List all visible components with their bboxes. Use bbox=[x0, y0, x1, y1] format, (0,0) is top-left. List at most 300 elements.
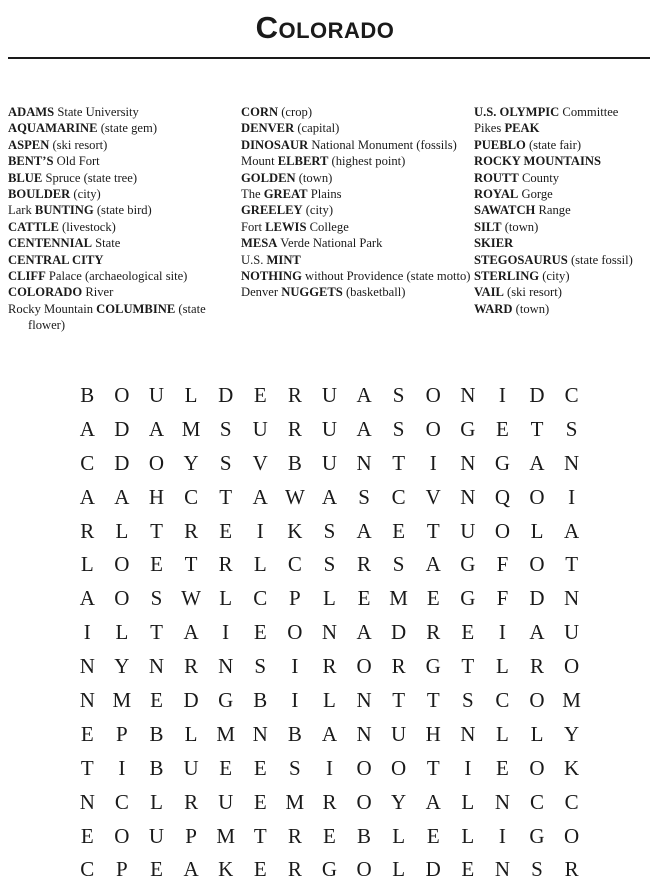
grid-cell[interactable]: R bbox=[287, 823, 302, 848]
grid-cell[interactable]: L bbox=[115, 518, 129, 543]
grid-cell[interactable]: O bbox=[356, 857, 372, 882]
grid-cell[interactable]: V bbox=[252, 450, 268, 475]
grid-cell[interactable]: M bbox=[562, 688, 581, 713]
grid-cell[interactable]: R bbox=[426, 620, 441, 645]
grid-cell[interactable]: Y bbox=[391, 789, 407, 814]
grid-cell[interactable]: T bbox=[150, 620, 163, 645]
word-clue-text: County bbox=[518, 170, 560, 185]
grid-cell[interactable]: S bbox=[392, 416, 405, 441]
word-list-item bbox=[474, 153, 650, 169]
grid-cell[interactable]: O bbox=[114, 383, 130, 407]
grid-cell[interactable]: W bbox=[284, 484, 305, 509]
grid-cell[interactable]: T bbox=[253, 823, 267, 848]
grid-cell[interactable]: E bbox=[80, 823, 94, 848]
grid-cell[interactable]: A bbox=[425, 789, 441, 814]
grid-cell[interactable]: L bbox=[392, 823, 406, 848]
grid-cell[interactable]: G bbox=[460, 416, 476, 441]
grid-cell[interactable]: M bbox=[389, 586, 408, 611]
grid-cell[interactable]: I bbox=[568, 484, 576, 509]
word-list-column-3 bbox=[474, 104, 650, 334]
grid-cell[interactable]: R bbox=[357, 552, 372, 577]
grid-cell[interactable]: E bbox=[150, 688, 163, 713]
grid-cell[interactable]: R bbox=[564, 857, 579, 882]
grid-cell[interactable]: B bbox=[253, 688, 268, 713]
grid-cell[interactable]: P bbox=[116, 721, 128, 746]
search-word: COLUMBINE bbox=[96, 301, 176, 316]
word-list-item bbox=[474, 186, 650, 202]
word-list-item bbox=[474, 268, 650, 284]
grid-cell[interactable]: C bbox=[530, 789, 545, 814]
grid-cell[interactable]: C bbox=[564, 789, 579, 814]
grid-cell[interactable]: O bbox=[356, 654, 372, 679]
search-word: DENVER bbox=[241, 121, 295, 136]
grid-cell[interactable]: N bbox=[148, 654, 165, 679]
grid-cell[interactable]: Y bbox=[114, 654, 130, 679]
grid-cell[interactable]: A bbox=[425, 552, 441, 577]
word-clue-text: Mount bbox=[241, 154, 278, 169]
word-list-item bbox=[241, 268, 474, 284]
grid-cell[interactable]: E bbox=[426, 823, 440, 848]
search-word: MESA bbox=[241, 236, 278, 251]
grid-cell[interactable]: E bbox=[461, 620, 475, 645]
grid-cell[interactable]: C bbox=[80, 857, 95, 882]
grid-cell[interactable]: L bbox=[115, 620, 129, 645]
grid-cell[interactable]: L bbox=[392, 857, 406, 882]
grid-cell[interactable]: I bbox=[222, 620, 230, 645]
grid-cell[interactable]: T bbox=[426, 755, 440, 780]
grid-cell[interactable]: D bbox=[183, 688, 199, 713]
grid-cell[interactable]: A bbox=[252, 484, 268, 509]
search-word: GREELEY bbox=[241, 203, 303, 218]
grid-cell[interactable]: M bbox=[216, 721, 236, 746]
word-clue-text: Lark bbox=[8, 203, 35, 218]
grid-cell[interactable]: E bbox=[253, 755, 267, 780]
grid-cell[interactable]: N bbox=[79, 688, 95, 713]
grid-cell[interactable]: F bbox=[496, 586, 509, 611]
grid-cell[interactable]: A bbox=[564, 518, 580, 543]
grid-cell[interactable]: C bbox=[391, 484, 406, 509]
word-list-item bbox=[8, 202, 241, 218]
search-word: BUNTING bbox=[34, 203, 94, 218]
grid-cell[interactable]: H bbox=[425, 721, 441, 746]
grid-cell[interactable]: E bbox=[253, 789, 267, 814]
search-word: PUEBLO bbox=[474, 137, 526, 152]
grid-cell[interactable]: D bbox=[425, 857, 441, 882]
grid-cell[interactable]: O bbox=[114, 586, 130, 611]
search-word: CENTENNIAL bbox=[8, 236, 92, 251]
grid-cell[interactable]: D bbox=[114, 416, 130, 441]
grid-cell[interactable]: L bbox=[80, 552, 94, 577]
grid-cell[interactable]: R bbox=[322, 654, 337, 679]
word-clue-text: Fort bbox=[241, 219, 266, 234]
grid-cell[interactable]: B bbox=[149, 721, 164, 746]
grid-cell[interactable]: I bbox=[256, 518, 264, 543]
grid-cell[interactable]: A bbox=[79, 416, 95, 441]
grid-cell[interactable]: O bbox=[425, 383, 441, 407]
grid-cell[interactable]: E bbox=[496, 755, 509, 780]
word-list-item bbox=[241, 202, 474, 218]
word-list-item bbox=[241, 219, 474, 235]
grid-cell[interactable]: S bbox=[392, 552, 405, 577]
word-clue-text: College bbox=[306, 219, 349, 234]
search-word: LEWIS bbox=[265, 219, 307, 234]
grid-cell[interactable]: Q bbox=[494, 484, 510, 509]
grid-cell[interactable]: S bbox=[219, 416, 232, 441]
grid-cell[interactable]: D bbox=[114, 450, 130, 475]
grid-cell[interactable]: O bbox=[114, 552, 130, 577]
grid-cell[interactable]: O bbox=[148, 450, 165, 475]
grid-cell[interactable]: K bbox=[564, 755, 580, 780]
word-clue-text: (town) bbox=[501, 219, 539, 234]
word-clue-text: State University bbox=[54, 105, 139, 119]
grid-cell[interactable]: S bbox=[289, 755, 301, 780]
grid-cell[interactable]: A bbox=[529, 620, 545, 645]
grid-cell[interactable]: C bbox=[495, 688, 510, 713]
grid-cell[interactable]: O bbox=[356, 755, 372, 780]
grid-cell[interactable]: R bbox=[184, 654, 199, 679]
grid-cell[interactable]: N bbox=[321, 620, 338, 645]
grid-cell[interactable]: H bbox=[148, 484, 165, 509]
grid-cell[interactable]: I bbox=[83, 620, 91, 645]
grid-cell[interactable]: T bbox=[392, 688, 406, 713]
word-list-item bbox=[8, 120, 241, 136]
word-clue-text: Spruce (state tree) bbox=[42, 170, 138, 185]
word-clue-text: (crop) bbox=[278, 105, 313, 119]
grid-cell[interactable]: R bbox=[287, 383, 302, 407]
grid-cell[interactable]: V bbox=[425, 484, 441, 509]
grid-cell[interactable]: G bbox=[218, 688, 234, 713]
word-clue-text: (state flower) bbox=[28, 301, 206, 333]
grid-cell[interactable]: S bbox=[531, 857, 543, 882]
grid-cell[interactable]: O bbox=[564, 654, 580, 679]
grid-cell[interactable]: U bbox=[183, 755, 199, 780]
word-clue-text: Pikes bbox=[474, 121, 505, 136]
word-clue-text: Range bbox=[535, 203, 571, 218]
grid-cell[interactable]: T bbox=[426, 518, 440, 543]
grid-cell[interactable]: R bbox=[287, 416, 302, 441]
grid-cell[interactable]: G bbox=[494, 450, 510, 475]
grid-cell[interactable]: L bbox=[461, 789, 475, 814]
grid-cell[interactable]: R bbox=[184, 789, 199, 814]
grid-cell[interactable]: A bbox=[356, 518, 372, 543]
grid-cell[interactable]: L bbox=[323, 688, 336, 713]
grid-cell[interactable]: T bbox=[80, 755, 94, 780]
grid-cell[interactable]: N bbox=[79, 789, 95, 814]
word-clue-text: (basketball) bbox=[342, 285, 406, 300]
grid-cell[interactable]: B bbox=[287, 450, 302, 475]
word-clue-text: without Providence (state motto) bbox=[301, 269, 471, 284]
search-word: CORN bbox=[241, 105, 279, 119]
word-list-item bbox=[474, 284, 650, 300]
word-list-column-2 bbox=[241, 104, 474, 334]
word-list-item bbox=[8, 268, 241, 284]
grid-cell[interactable]: G bbox=[460, 586, 476, 611]
search-word: SKIER bbox=[474, 236, 514, 251]
grid-cell[interactable]: T bbox=[150, 518, 163, 543]
grid-cell[interactable]: L bbox=[496, 654, 509, 679]
grid-cell[interactable]: C bbox=[287, 552, 302, 577]
grid-cell[interactable]: Y bbox=[183, 450, 199, 475]
search-word: U.S. OLYMPIC bbox=[474, 105, 560, 119]
grid-cell[interactable]: E bbox=[80, 721, 94, 746]
grid-cell[interactable]: A bbox=[321, 484, 338, 509]
grid-cell[interactable]: N bbox=[460, 721, 476, 746]
grid-cell[interactable]: A bbox=[356, 383, 372, 407]
grid-cell[interactable]: E bbox=[426, 586, 440, 611]
word-clue-text: Plains bbox=[307, 187, 342, 202]
word-clue-text: Palace (archaeological site) bbox=[45, 269, 188, 284]
grid-cell[interactable]: T bbox=[184, 552, 198, 577]
grid-cell[interactable]: U bbox=[460, 518, 476, 543]
search-word: CENTRAL CITY bbox=[8, 252, 104, 267]
grid-cell[interactable]: K bbox=[218, 857, 234, 882]
grid-cell[interactable]: L bbox=[184, 383, 198, 407]
grid-cell[interactable]: K bbox=[287, 518, 303, 543]
grid-cell[interactable]: E bbox=[150, 552, 163, 577]
grid-cell[interactable]: U bbox=[218, 789, 234, 814]
grid-cell[interactable]: O bbox=[425, 416, 441, 441]
grid-cell[interactable]: C bbox=[184, 484, 199, 509]
search-word: MINT bbox=[266, 252, 301, 267]
grid-cell[interactable]: N bbox=[218, 654, 234, 679]
search-word: VAIL bbox=[474, 285, 504, 300]
grid-cell[interactable]: R bbox=[322, 789, 337, 814]
grid-cell[interactable]: U bbox=[321, 450, 338, 475]
grid-cell[interactable]: I bbox=[464, 755, 472, 780]
grid-cell[interactable]: A bbox=[356, 416, 372, 441]
word-list-column-1 bbox=[8, 104, 241, 334]
grid-cell[interactable]: B bbox=[287, 721, 302, 746]
word-list-item bbox=[8, 252, 241, 268]
word-list-item bbox=[241, 153, 474, 169]
grid-cell[interactable]: R bbox=[80, 518, 95, 543]
grid-cell[interactable]: C bbox=[80, 450, 95, 475]
word-clue-text: (livestock) bbox=[58, 219, 116, 234]
word-clue-text: (city) bbox=[539, 269, 570, 284]
word-clue-text: (state bird) bbox=[93, 203, 152, 218]
grid-cell[interactable]: O bbox=[114, 823, 130, 848]
grid-cell[interactable]: C bbox=[253, 586, 268, 611]
grid-cell[interactable]: M bbox=[181, 416, 201, 441]
grid-cell[interactable]: U bbox=[252, 416, 268, 441]
search-word: CLIFF bbox=[8, 269, 46, 284]
grid-cell[interactable]: N bbox=[564, 586, 580, 611]
grid-cell[interactable]: N bbox=[494, 857, 510, 882]
grid-cell[interactable]: N bbox=[460, 383, 476, 407]
grid-cell[interactable]: R bbox=[530, 654, 545, 679]
grid-cell[interactable]: T bbox=[565, 552, 579, 577]
grid-cell[interactable]: T bbox=[426, 688, 440, 713]
grid-cell[interactable]: P bbox=[116, 857, 128, 882]
grid-cell[interactable]: E bbox=[219, 755, 233, 780]
grid-cell[interactable]: T bbox=[461, 654, 475, 679]
grid-cell[interactable]: L bbox=[530, 518, 544, 543]
grid-cell[interactable]: D bbox=[529, 383, 545, 407]
grid-cell[interactable]: L bbox=[184, 721, 198, 746]
letter-grid[interactable] bbox=[70, 379, 589, 887]
word-clue-text: Rocky Mountain bbox=[8, 301, 97, 316]
grid-cell[interactable]: E bbox=[357, 586, 371, 611]
grid-cell[interactable]: S bbox=[358, 484, 370, 509]
grid-cell[interactable]: M bbox=[285, 789, 305, 814]
grid-cell[interactable]: I bbox=[291, 654, 299, 679]
grid-cell[interactable]: A bbox=[148, 416, 165, 441]
grid-cell[interactable]: I bbox=[118, 755, 126, 780]
grid-cell[interactable]: S bbox=[323, 518, 336, 543]
word-clue-text: U.S. bbox=[241, 252, 267, 267]
word-clue-text: Gorge bbox=[518, 187, 553, 202]
grid-cell[interactable]: E bbox=[253, 383, 267, 407]
grid-cell[interactable]: G bbox=[529, 823, 545, 848]
grid-cell[interactable]: U bbox=[391, 721, 407, 746]
word-clue-text: State bbox=[91, 236, 121, 251]
grid-cell[interactable]: E bbox=[461, 857, 475, 882]
grid-cell[interactable]: G bbox=[425, 654, 441, 679]
search-word: SAWATCH bbox=[474, 203, 536, 218]
word-clue-text: (ski resort) bbox=[49, 137, 108, 152]
word-list-item bbox=[8, 170, 241, 186]
word-clue-text: Verde National Park bbox=[277, 236, 383, 251]
search-word: ROCKY MOUNTAINS bbox=[474, 154, 601, 169]
grid-cell[interactable]: R bbox=[391, 654, 406, 679]
grid-cell[interactable]: E bbox=[150, 857, 163, 882]
grid-cell[interactable]: S bbox=[565, 416, 578, 441]
puzzle-title: Colorado bbox=[255, 10, 395, 45]
grid-cell[interactable]: P bbox=[185, 823, 197, 848]
word-clue-text: (town) bbox=[295, 170, 333, 185]
grid-cell[interactable]: S bbox=[219, 450, 232, 475]
grid-cell[interactable]: A bbox=[79, 484, 95, 509]
grid-cell[interactable]: T bbox=[392, 450, 406, 475]
grid-cell[interactable]: E bbox=[253, 857, 267, 882]
word-list-item bbox=[474, 252, 650, 268]
grid-cell[interactable]: B bbox=[357, 823, 372, 848]
grid-cell[interactable]: O bbox=[529, 484, 545, 509]
grid-cell[interactable]: N bbox=[564, 450, 580, 475]
grid-cell[interactable]: D bbox=[529, 586, 545, 611]
grid-cell[interactable]: M bbox=[112, 688, 132, 713]
grid-cell[interactable]: O bbox=[391, 755, 407, 780]
grid-cell[interactable]: E bbox=[323, 823, 336, 848]
word-clue-text: (highest point) bbox=[328, 154, 406, 169]
grid-cell[interactable]: S bbox=[323, 552, 336, 577]
grid-cell[interactable]: L bbox=[219, 586, 233, 611]
grid-cell[interactable]: E bbox=[219, 518, 233, 543]
grid-cell[interactable]: B bbox=[149, 755, 164, 780]
grid-cell[interactable]: N bbox=[79, 654, 95, 679]
grid-cell[interactable]: Y bbox=[564, 721, 580, 746]
grid-cell[interactable]: I bbox=[291, 688, 299, 713]
grid-cell[interactable]: O bbox=[287, 620, 303, 645]
word-list-item bbox=[8, 186, 241, 202]
grid-cell[interactable]: G bbox=[321, 857, 338, 882]
grid-cell[interactable]: L bbox=[496, 721, 509, 746]
grid-cell[interactable]: W bbox=[181, 586, 201, 611]
word-list-item bbox=[241, 170, 474, 186]
word-list bbox=[8, 104, 650, 334]
grid-cell[interactable]: O bbox=[494, 518, 510, 543]
search-word: DINOSAUR bbox=[241, 137, 309, 152]
grid-cell[interactable]: I bbox=[498, 620, 506, 645]
grid-cell[interactable]: A bbox=[356, 620, 372, 645]
grid-cell[interactable]: O bbox=[564, 823, 580, 848]
grid-cell[interactable]: D bbox=[218, 383, 234, 407]
grid-cell[interactable]: A bbox=[321, 721, 338, 746]
grid-cell[interactable]: U bbox=[321, 416, 338, 441]
grid-cell[interactable]: N bbox=[356, 450, 372, 475]
word-list-item bbox=[474, 170, 650, 186]
grid-cell[interactable]: A bbox=[79, 586, 95, 611]
word-clue-text: (capital) bbox=[294, 121, 340, 136]
grid-cell[interactable]: E bbox=[253, 620, 267, 645]
grid-cell[interactable]: I bbox=[325, 755, 333, 780]
grid-cell[interactable]: S bbox=[392, 383, 405, 407]
grid-cell[interactable]: U bbox=[148, 383, 165, 407]
grid-cell[interactable]: T bbox=[219, 484, 233, 509]
search-word: WARD bbox=[474, 301, 513, 316]
grid-cell[interactable]: U bbox=[321, 383, 338, 407]
grid-cell[interactable]: R bbox=[287, 857, 302, 882]
grid-cell[interactable]: L bbox=[253, 552, 267, 577]
grid-cell[interactable]: O bbox=[356, 789, 372, 814]
grid-cell[interactable]: C bbox=[564, 383, 579, 407]
grid-cell[interactable]: I bbox=[498, 383, 506, 407]
grid-cell[interactable]: N bbox=[460, 484, 476, 509]
grid-cell[interactable]: I bbox=[498, 823, 506, 848]
grid-cell[interactable]: U bbox=[564, 620, 580, 645]
grid-cell[interactable]: M bbox=[216, 823, 236, 848]
grid-cell[interactable]: A bbox=[529, 450, 545, 475]
grid-cell[interactable]: S bbox=[461, 688, 474, 713]
grid-cell[interactable]: O bbox=[529, 688, 545, 713]
grid-cell[interactable]: N bbox=[252, 721, 268, 746]
grid-cell[interactable]: A bbox=[114, 484, 130, 509]
word-list-item bbox=[8, 301, 241, 334]
grid-cell[interactable]: N bbox=[356, 688, 372, 713]
grid-cell[interactable]: O bbox=[529, 755, 545, 780]
grid-cell[interactable]: N bbox=[356, 721, 372, 746]
word-list-item bbox=[241, 120, 474, 136]
grid-cell[interactable]: L bbox=[530, 721, 544, 746]
grid-cell[interactable]: L bbox=[323, 586, 336, 611]
grid-cell[interactable]: E bbox=[496, 416, 509, 441]
grid-cell[interactable]: L bbox=[150, 789, 163, 814]
grid-cell[interactable]: E bbox=[392, 518, 406, 543]
grid-cell[interactable]: F bbox=[496, 552, 509, 577]
grid-cell[interactable]: R bbox=[218, 552, 233, 577]
grid-cell[interactable]: S bbox=[150, 586, 163, 611]
grid-cell[interactable]: C bbox=[114, 789, 129, 814]
grid-cell[interactable]: T bbox=[530, 416, 544, 441]
grid-cell[interactable]: U bbox=[148, 823, 165, 848]
grid-cell[interactable]: N bbox=[460, 450, 476, 475]
grid-cell[interactable]: R bbox=[184, 518, 199, 543]
grid-cell[interactable]: N bbox=[494, 789, 510, 814]
grid-cell[interactable]: D bbox=[391, 620, 407, 645]
grid-cell[interactable]: O bbox=[529, 552, 545, 577]
search-word: PEAK bbox=[504, 121, 540, 136]
search-word: NOTHING bbox=[241, 269, 302, 284]
grid-cell[interactable]: I bbox=[429, 450, 437, 475]
grid-cell[interactable]: G bbox=[460, 552, 476, 577]
grid-cell[interactable]: L bbox=[461, 823, 475, 848]
grid-cell[interactable]: B bbox=[80, 383, 95, 407]
grid-cell[interactable]: A bbox=[183, 857, 199, 882]
grid-cell[interactable]: S bbox=[254, 654, 267, 679]
word-list-item bbox=[241, 235, 474, 251]
grid-cell[interactable]: P bbox=[289, 586, 301, 611]
grid-cell[interactable]: A bbox=[183, 620, 199, 645]
